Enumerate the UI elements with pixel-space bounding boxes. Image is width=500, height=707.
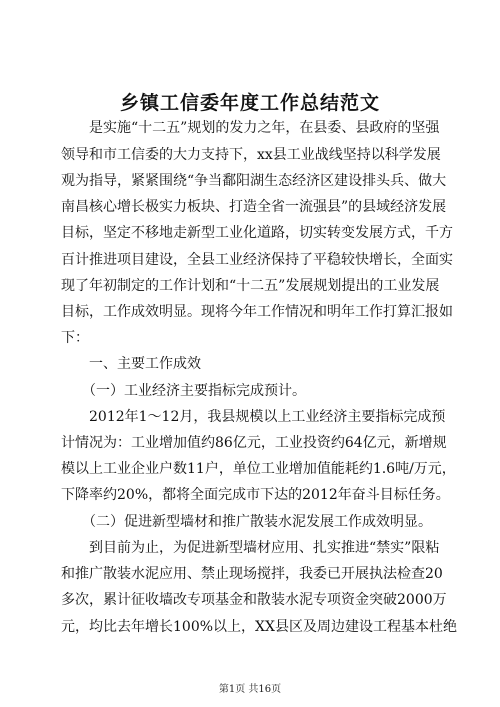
body-line-6: 百计推进项目建设，全县工业经济保持了平稳较快增长，全面实 (61, 252, 453, 268)
body-line-8: 目标，工作成效明显。现将今年工作情况和明年工作打算汇报如 (61, 304, 453, 320)
body-line-1: 是实施“十二五”规划的发力之年，在县委、县政府的坚强 (61, 120, 440, 136)
body-line-4: 南昌核心增长极实力板块、打造全省一流强县”的县域经济发展 (61, 199, 447, 215)
page-footer: 第1页 共16页 (218, 684, 282, 695)
body-line-9: 下： (61, 330, 89, 346)
body-line-20: 元，均比去年增长100%以上，XX县区及周边建设工程基本杜绝 (61, 619, 457, 635)
body-line-2: 领导和市工信委的大力支持下，xx县工业战线坚持以科学发展 (61, 147, 441, 163)
body-line-5: 目标，坚定不移地走新型工业化道路，切实转变发展方式，千方 (61, 225, 453, 241)
body-line-13: 计情况为：工业增加值约86亿元，工业投资约64亿元，新增规 (61, 435, 447, 451)
body-line-12: 2012年1～12月，我县规模以上工业经济主要指标完成预 (61, 409, 446, 425)
body-line-7: 现了年初制定的工作计划和“十二五”发展规划提出的工业发展 (61, 278, 440, 294)
body-line-19: 多次，累计征收墙改专项基金和散装水泥专项资金突破2000万 (61, 592, 447, 608)
body-line-17: 到目前为止，为促进新型墙材应用、扎实推进“禁实”限粘 (61, 540, 440, 556)
subsection-heading-2: （二）促进新型墙材和推广散装水泥发展工作成效明显。 (61, 514, 432, 530)
body-line-18: 和推广散装水泥应用、禁止现场搅拌，我委已开展执法检查20 (61, 566, 443, 582)
body-line-15: 下降率约20%，都将全面完成市下达的2012年奋斗目标任务。 (61, 487, 450, 503)
subsection-heading-1: （一）工业经济主要指标完成预计。 (61, 383, 306, 399)
body-line-14: 模以上工业企业户数11户，单位工业增加值能耗约1.6吨/万元， (61, 461, 456, 477)
section-heading-1: 一、主要工作成效 (61, 356, 201, 372)
document-title: 乡镇工信委年度工作总结范文 (119, 92, 380, 114)
body-line-3: 观为指导，紧紧围绕“争当鄱阳湖生态经济区建设排头兵、做大 (61, 173, 447, 189)
